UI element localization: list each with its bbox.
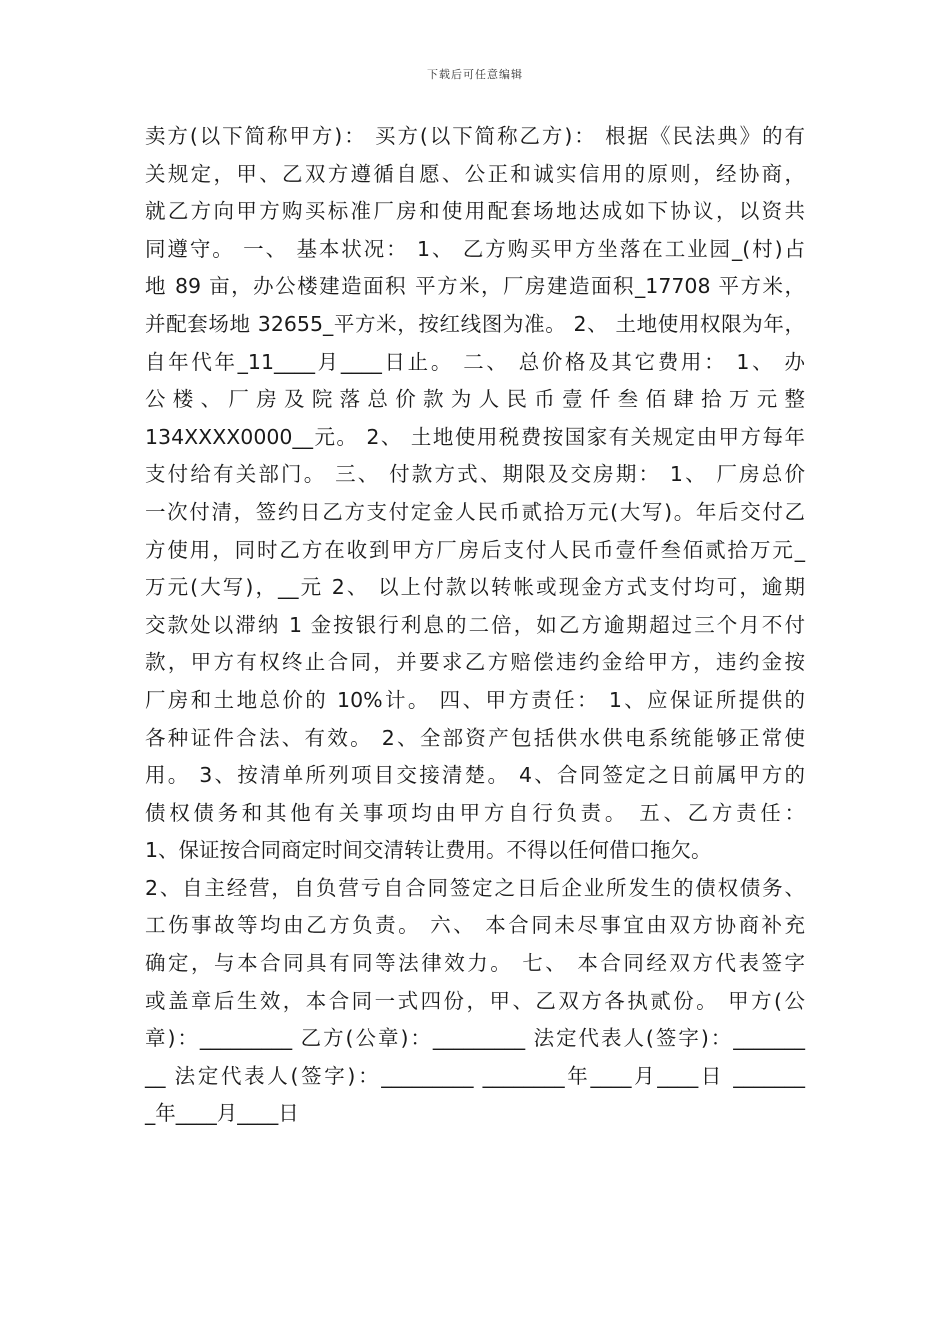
contract-line: 并配套场地 32655_平方米，按红线图为准。 2、 土地使用权限为年， bbox=[145, 311, 805, 336]
contract-line: _年____月____日 bbox=[145, 1101, 299, 1126]
contract-line: 一次付清，签约日乙方支付定金人民币贰拾万元(大写)。年后交付乙 bbox=[145, 499, 805, 524]
contract-line: 卖方(以下简称甲方)： 买方(以下简称乙方)： 根据《民法典》的有 bbox=[145, 124, 805, 148]
contract-line: 厂房和土地总价的 10%计。 四、甲方责任： 1、应保证所提供的 bbox=[145, 687, 805, 712]
contract-line: 2、自主经营，自负营亏自合同签定之日后企业所发生的债权债务、 bbox=[145, 875, 805, 900]
contract-line: __ 法定代表人(签字)：_________ ________年____月____日 _______ bbox=[145, 1063, 805, 1088]
contract-line: 款，甲方有权终止合同，并要求乙方赔偿违约金给甲方，违约金按 bbox=[145, 650, 805, 675]
contract-line: 1、保证按合同商定时间交清转让费用。不得以任何借口拖欠。 bbox=[145, 838, 712, 863]
contract-line: 自年代年_11____月____日止。 二、 总价格及其它费用： 1、 办 bbox=[145, 349, 805, 374]
page-header-note: 下载后可任意编辑 bbox=[427, 68, 523, 81]
contract-line: 确定，与本合同具有同等法律效力。 七、 本合同经双方代表签字 bbox=[145, 951, 805, 976]
contract-line: 万元(大写)，__元 2、 以上付款以转帐或现金方式支付均可，逾期 bbox=[145, 575, 805, 600]
contract-line: 就乙方向甲方购买标准厂房和使用配套场地达成如下协议，以资共 bbox=[145, 199, 805, 224]
contract-line: 公 楼 、 厂 房 及 院 落 总 价 款 为 人 民 币 壹 仟 叁 佰 肆 拾 万 元 整 bbox=[145, 387, 805, 412]
contract-line: 方使用，同时乙方在收到甲方厂房后支付人民币壹仟叁佰贰拾万元_ bbox=[145, 537, 805, 562]
contract-line: 关规定，甲、乙双方遵循自愿、公正和诚实信用的原则，经协商， bbox=[145, 161, 805, 186]
contract-line: 章)：_________ 乙方(公章)：_________ 法定代表人(签字)：_______ bbox=[145, 1026, 805, 1051]
contract-line: 交款处以滞纳 1 金按银行利息的二倍，如乙方逾期超过三个月不付 bbox=[145, 612, 805, 637]
contract-line: 同遵守。 一、 基本状况： 1、 乙方购买甲方坐落在工业园_(村)占 bbox=[145, 236, 805, 261]
contract-line: 各种证件合法、有效。 2、全部资产包括供水供电系统能够正常使 bbox=[145, 725, 805, 750]
contract-line: 地 89 亩，办公楼建造面积 平方米，厂房建造面积_17708 平方米， bbox=[145, 274, 805, 299]
contract-line: 134XXXX0000__元。 2、 土地使用税费按国家有关规定由甲方每年 bbox=[145, 424, 805, 449]
contract-line: 工伤事故等均由乙方负责。 六、 本合同未尽事宜由双方协商补充 bbox=[145, 913, 805, 938]
contract-line: 或盖章后生效，本合同一式四份，甲、乙双方各执贰份。 甲方(公 bbox=[145, 988, 805, 1013]
contract-body bbox=[145, 118, 805, 1133]
contract-line: 债权债务和其他有关事项均由甲方自行负责。 五、乙方责任： bbox=[145, 800, 805, 825]
contract-line: 用。 3、按清单所列项目交接清楚。 4、合同签定之日前属甲方的 bbox=[145, 763, 805, 788]
contract-line: 支付给有关部门。 三、 付款方式、期限及交房期： 1、 厂房总价 bbox=[145, 462, 805, 487]
